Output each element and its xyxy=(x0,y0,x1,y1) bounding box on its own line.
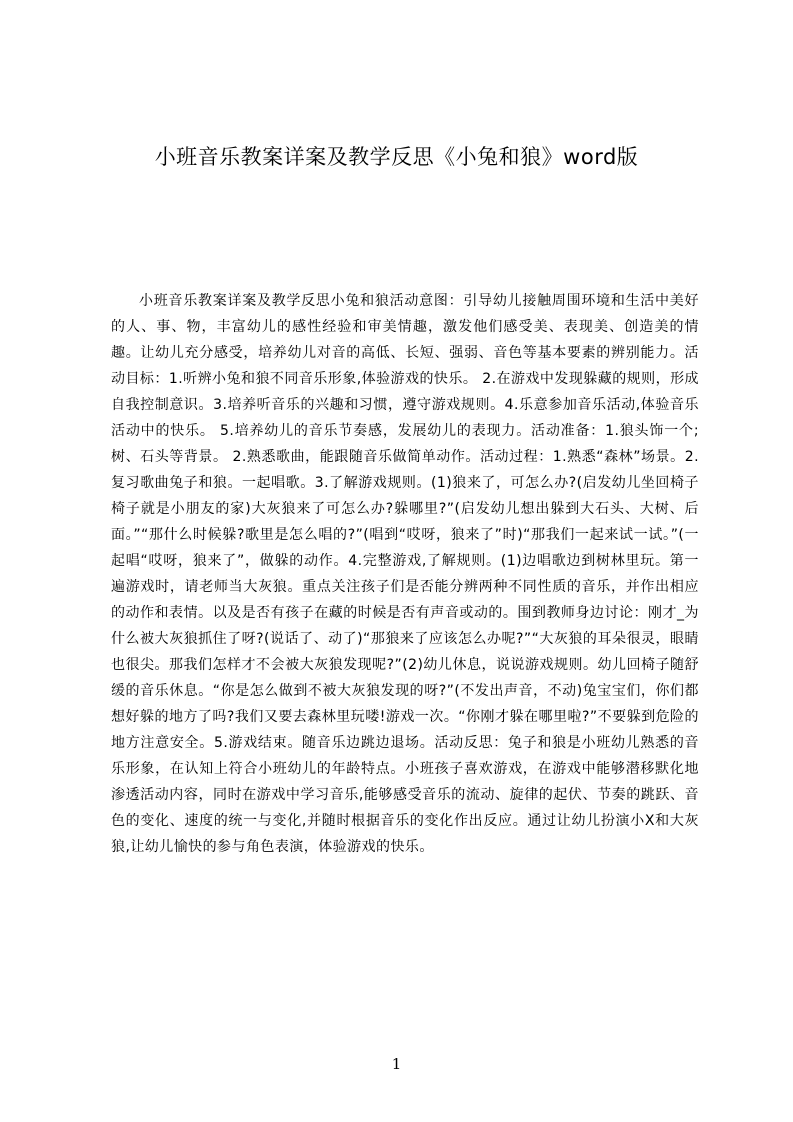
page-number: 1 xyxy=(391,1055,402,1073)
document-body: 小班音乐教案详案及教学反思小兔和狼活动意图：引导幼儿接触周围环境和生活中美好的人、事、物，丰富幼儿的感性经验和审美情趣，激发他们感受美、表现美、创造美的情趣。让幼儿充分感受，培养幼儿对音的高低、长短、强弱、音色等基本要素的辨别能力。活动目标：1.听辨小兔和狼不同音乐形象,体验游戏的快乐。 2.在游戏中发现躲藏的规则，形成自我控制意识。3.培养听音乐的兴趣和习惯，遵守游戏规则。4.乐意参加音乐活动,体验音乐活动中的快乐。 5.培养幼儿的音乐节奏感，发展幼儿的表现力。活动准备：1.狼头饰一个;树、石头等背景。 2.熟悉歌曲，能跟随音乐做简单动作。活动过程：1.熟悉“森林”场景。2.复习歌曲兔子和狼。一起唱歌。3.了解游戏规则。(1)狼来了，可怎么办?(启发幼儿坐回椅子椅子就是小朋友的家)大灰狼来了可怎么办?躲哪里?”(启发幼儿想出躲到大石头、大树、后面。”“那什么时候躲?歌里是怎么唱的?”(唱到“哎呀，狼来了”时)“那我们一起来试一试。”(一起唱“哎呀，狼来了”，做躲的动作。4.完整游戏,了解规则。(1)边唱歌边到树林里玩。第一遍游戏时，请老师当大灰狼。重点关注孩子们是否能分辨两种不同性质的音乐，并作出相应的动作和表情。以及是否有孩子在藏的时候是否有声音或动的。围到教师身边讨论：刚才_为什么被大灰狼抓住了呀?(说话了、动了)“那狼来了应该怎么办呢?”“大灰狼的耳朵很灵，眼睛也很尖。那我们怎样才不会被大灰狼发现呢?”(2)幼儿休息，说说游戏规则。幼儿回椅子随舒缓的音乐休息。“你是怎么做到不被大灰狼发现的呀?”(不发出声音，不动)兔宝宝们，你们都想好躲的地方了吗?我们又要去森林里玩喽!游戏一次。“你刚才躲在哪里啦?”不要躲到危险的地方注意安全。5.游戏结束。随音乐边跳边退场。活动反思：兔子和狼是小班幼儿熟悉的音乐形象，在认知上符合小班幼儿的年龄特点。小班孩子喜欢游戏，在游戏中能够潜移默化地渗透活动内容，同时在游戏中学习音乐,能够感受音乐的流动、旋律的起伏、节奏的跳跃、音色的变化、速度的统一与变化,并随时根据音乐的变化作出反应。通过让幼儿扮演小X和大灰狼,让幼儿愉快的参与角色表演，体验游戏的快乐。 xyxy=(111,293,699,855)
document-title: 小班音乐教案详案及教学反思《小兔和狼》word版 xyxy=(154,145,639,169)
